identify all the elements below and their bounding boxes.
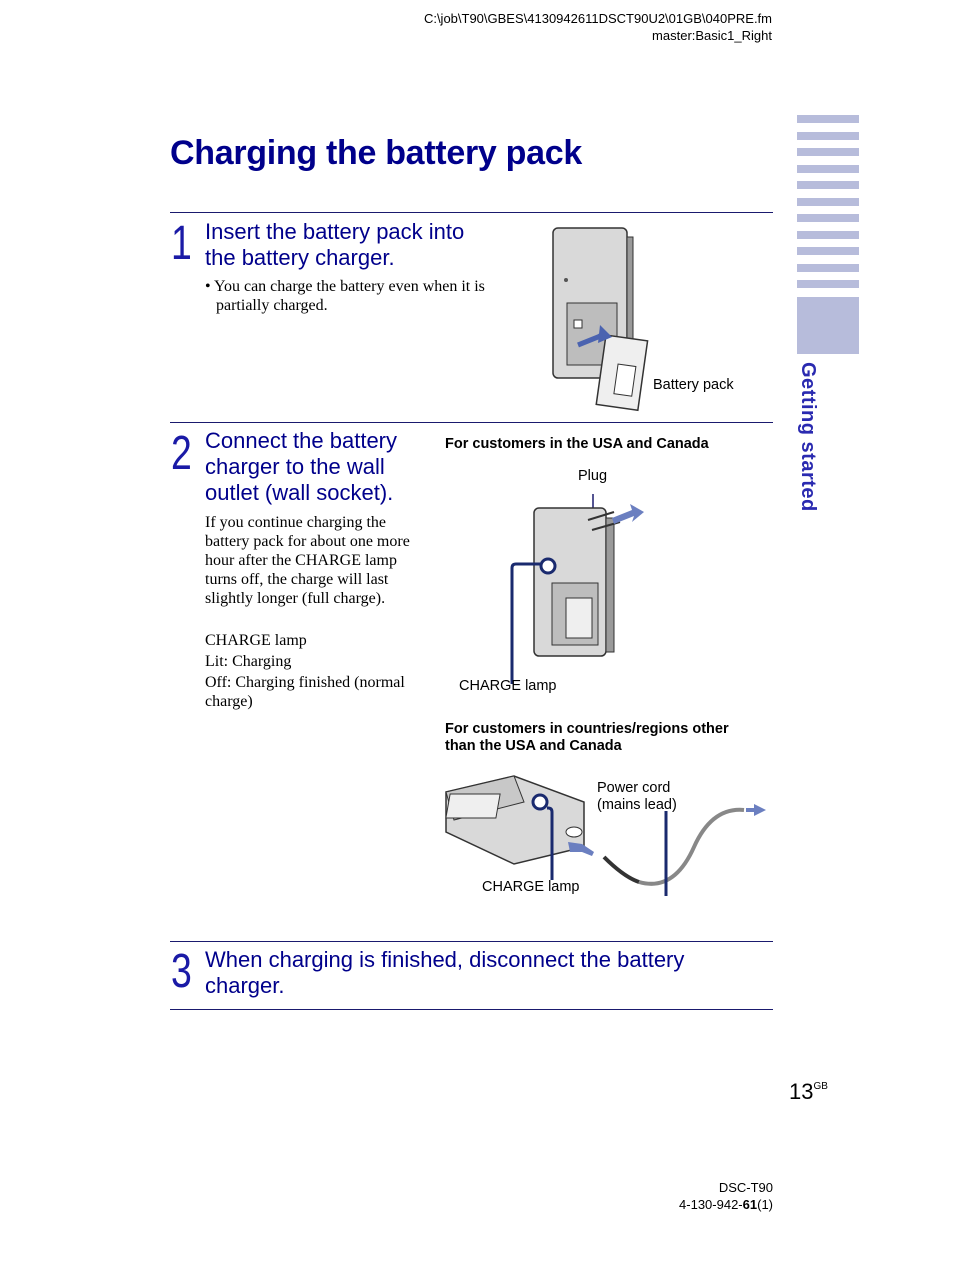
side-tab-block bbox=[797, 297, 859, 354]
part-code: 4-130-942-61(1) bbox=[679, 1197, 773, 1212]
side-tab-label: Getting started bbox=[797, 362, 819, 512]
page-title: Charging the battery pack bbox=[170, 134, 582, 172]
page-number: $13^{GB}$ bbox=[789, 1079, 828, 1104]
divider bbox=[170, 941, 773, 942]
other-regions-heading: For customers in countries/regions other than the USA and Canada bbox=[445, 721, 729, 754]
usa-heading: For customers in the USA and Canada bbox=[445, 436, 709, 452]
lamp-lit: Lit: Charging bbox=[205, 653, 292, 670]
step-heading: Insert the battery pack into the battery charger. bbox=[205, 219, 465, 270]
charge-lamp-label-2: CHARGE lamp bbox=[482, 879, 580, 895]
step-number: 3 bbox=[171, 945, 192, 998]
battery-charger-illustration bbox=[550, 225, 660, 415]
usa-charger-illustration bbox=[500, 488, 660, 688]
step-number: 2 bbox=[171, 427, 192, 480]
divider bbox=[170, 212, 773, 213]
step-body: If you continue charging the battery pack for about one more hour after the CHARGE lamp turns off, the charge will last slightly longer (full charge). bbox=[205, 514, 410, 607]
step-bullet: • You can charge the battery even when it is partially charged. bbox=[205, 278, 485, 314]
file-path: C:\job\T90\GBES\4130942611DSCT90U2\01GB\040PRE.fm bbox=[423, 11, 772, 26]
power-cord-label: Power cord (mains lead) bbox=[597, 780, 677, 813]
plug-label: Plug bbox=[578, 468, 608, 484]
file-path-header bbox=[424, 10, 772, 44]
lamp-off: Off: Charging finished (normal charge) bbox=[205, 674, 405, 710]
divider bbox=[170, 1009, 773, 1010]
step-heading: When charging is finished, disconnect the battery charger. bbox=[205, 947, 685, 998]
battery-pack-label: Battery pack bbox=[653, 377, 734, 393]
master-page: master:Basic1_Right bbox=[652, 28, 772, 43]
model-name: DSC-T90 bbox=[718, 1180, 773, 1195]
divider bbox=[170, 422, 773, 423]
lamp-title: CHARGE lamp bbox=[205, 632, 307, 649]
step-number: 1 bbox=[171, 217, 192, 270]
footer bbox=[679, 1179, 773, 1213]
side-tab-stripes bbox=[797, 115, 859, 297]
step-heading: Connect the battery charger to the wall outlet (wall socket). bbox=[205, 428, 398, 505]
charge-lamp-label: CHARGE lamp bbox=[459, 678, 557, 694]
